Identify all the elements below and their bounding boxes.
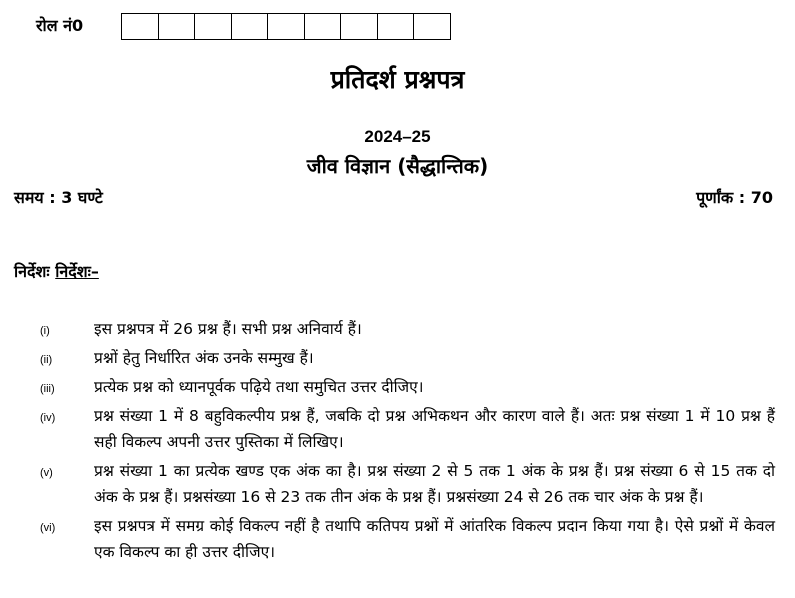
instruction-text: प्रश्न संख्या 1 में 8 बहुविकल्पीय प्रश्न हैं, जबकि दो प्रश्न अभिकथन और कारण वाले हैं। अतः प्रश्न संख्या 1 में 10 प्रश्न हैं सही विकल्प अपनी उत्तर पुस्तिका में लिखिए।: [94, 407, 775, 451]
roll-number-box[interactable]: [268, 13, 305, 40]
roll-number-box[interactable]: [232, 13, 269, 40]
instruction-item: [0, 316, 795, 342]
instruction-text: इस प्रश्नपत्र में 26 प्रश्न हैं। सभी प्रश्न अनिवार्य हैं।: [94, 320, 362, 338]
instruction-item: [0, 403, 795, 455]
time-allowed: समय : 3 घण्टे: [14, 188, 103, 207]
roll-number-label: रोल नं0: [36, 16, 84, 35]
instructions-heading-prefix: निर्देशः: [14, 262, 50, 281]
instruction-number: (i): [40, 325, 50, 337]
roll-number-box[interactable]: [414, 13, 451, 40]
roll-number-box[interactable]: [378, 13, 415, 40]
roll-number-box[interactable]: [195, 13, 232, 40]
instruction-text: प्रश्नों हेतु निर्धारित अंक उनके सम्मुख हैं।: [94, 349, 314, 367]
instruction-item: [0, 458, 795, 510]
instruction-item: [0, 513, 795, 565]
instruction-text: इस प्रश्नपत्र में समग्र कोई विकल्प नहीं है तथापि कतिपय प्रश्नों में आंतरिक विकल्प प्रदान किया गया है। ऐसे प्रश्नों में केवल एक विकल्प का ही उत्तर दीजिए।: [94, 517, 775, 561]
roll-number-box[interactable]: [122, 13, 159, 40]
instruction-text: प्रत्येक प्रश्न को ध्यानपूर्वक पढ़िये तथा समुचित उत्तर दीजिए।: [94, 378, 424, 396]
instructions-heading-underlined: निर्देशः–: [55, 262, 99, 281]
instructions-heading: [14, 260, 99, 282]
instruction-item: [0, 374, 795, 400]
maximum-marks: पूर्णांक : 70: [696, 188, 773, 207]
roll-number-boxes[interactable]: [121, 13, 451, 40]
instruction-text: प्रश्न संख्या 1 का प्रत्येक खण्ड एक अंक का है। प्रश्न संख्या 2 से 5 तक 1 अंक के प्रश्न हैं। प्रश्न संख्या 6 से 15 तक दो अंक के प्रश्न हैं। प्रश्नसंख्या 16 से 23 तक तीन अंक के प्रश्न हैं। प्रश्नसंख्या 24 से 26 तक चार अंक के प्रश्न हैं।: [94, 462, 775, 506]
instruction-number: (ii): [40, 354, 53, 366]
roll-number-box[interactable]: [305, 13, 342, 40]
instruction-number: (vi): [40, 522, 56, 534]
paper-title: प्रतिदर्श प्रश्नपत्र: [330, 65, 465, 94]
instructions-list: [0, 316, 795, 568]
academic-year: 2024–25: [364, 127, 431, 146]
roll-number-box[interactable]: [159, 13, 196, 40]
instruction-item: [0, 345, 795, 371]
roll-number-box[interactable]: [341, 13, 378, 40]
instruction-number: (iv): [40, 412, 56, 424]
instruction-number: (v): [40, 467, 53, 479]
subject-name: जीव विज्ञान (सैद्धान्तिक): [306, 154, 489, 178]
instruction-number: (iii): [40, 383, 55, 395]
